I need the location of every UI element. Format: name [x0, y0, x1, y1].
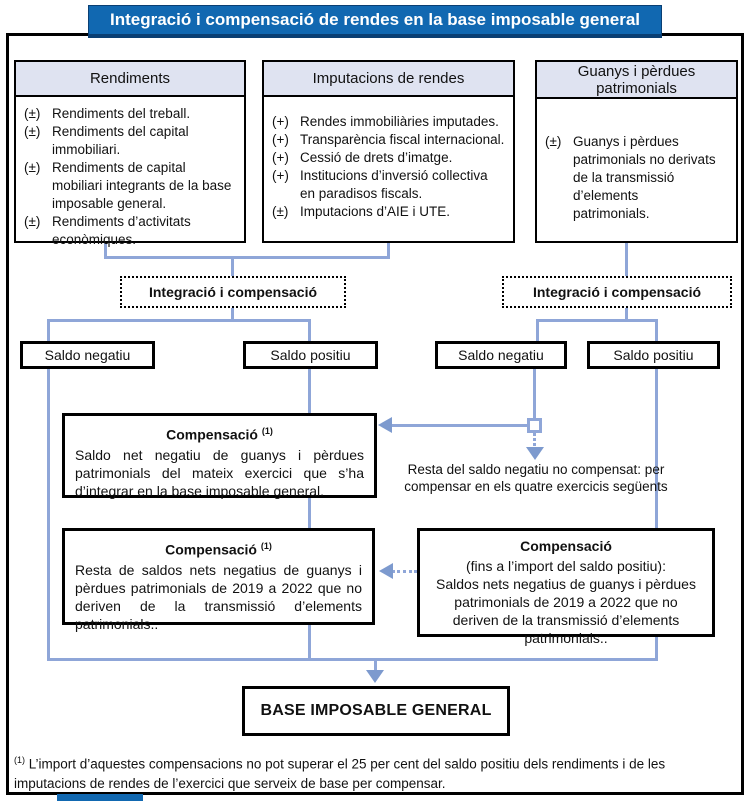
footnote-marker: (1): [14, 755, 25, 765]
item-marker: (±): [24, 160, 41, 175]
compensation-box-3-subtitle: (fins a l’import del saldo positiu):: [466, 558, 666, 574]
diagram-title: Integració i compensació de rendes en la base imposable general: [109, 10, 641, 29]
item-text: Cessió de drets d’imatge.: [300, 150, 453, 165]
list-item: [24, 123, 238, 159]
compensation-box-3-title: [430, 537, 702, 555]
list-item: [272, 131, 507, 149]
next-section-banner-edge: [57, 794, 143, 801]
footnote-text: L’import d’aquestes compensacions no pot superar el 25 per cent del saldo positiu dels rendiments i de les imputacions de rendes de l’exercici que serveix de base per compensar.: [14, 756, 666, 791]
column-guanys-title: Guanys i pèrdues patrimonials: [577, 62, 696, 97]
connector-join-left: [104, 256, 390, 259]
column-imputacions: [262, 60, 515, 243]
saldo-right-positive-label: Saldo positiu: [613, 347, 694, 363]
column-guanys: [535, 60, 738, 243]
item-text: Rendes immobiliàries imputades.: [300, 114, 499, 129]
compensation-box-2: [62, 528, 375, 632]
item-text: Rendiments del capital immobiliari.: [52, 124, 189, 157]
integration-right-label: Integració i compensació: [532, 284, 702, 300]
list-item: [24, 213, 238, 249]
connector-split-left: [47, 319, 311, 322]
item-marker: (±): [24, 106, 41, 121]
item-text: Imputacions d’AIE i UTE.: [300, 204, 451, 219]
connector-square-dotted-down: [533, 433, 536, 446]
integration-box-left: [120, 276, 346, 308]
list-item: [272, 203, 507, 221]
column-imputacions-body: [264, 97, 513, 227]
connector-drop-saldo-ln: [47, 319, 50, 341]
saldo-left-positive-label: Saldo positiu: [270, 347, 351, 363]
arrowhead-rest-negative-icon: [526, 447, 544, 460]
compensation-box-3-title-text: Compensació: [520, 538, 612, 554]
arrowhead-into-comp2-icon: [379, 563, 393, 579]
list-item: [272, 149, 507, 167]
item-marker: (±): [24, 214, 41, 229]
compensation-box-1-title-text: Compensació: [166, 426, 258, 443]
rest-negative-note: [400, 461, 672, 495]
connector-drop-intbox-left: [231, 256, 234, 276]
compensation-box-2-title-text: Compensació: [165, 541, 257, 558]
item-marker: (±): [545, 134, 562, 149]
saldo-right-positive-box: [587, 341, 720, 369]
saldo-left-negative-box: [20, 341, 155, 369]
column-imputacions-title: Imputacions de rendes: [312, 70, 465, 87]
item-marker: (+): [272, 168, 289, 183]
result-box: [242, 686, 510, 736]
connector-drop-saldo-lp: [308, 319, 311, 341]
item-text: Rendiments d’activitats econòmiques.: [52, 214, 191, 247]
saldo-right-negative-label: Saldo negatiu: [458, 347, 544, 363]
list-item: [545, 133, 730, 223]
connector-drop-saldo-rp: [655, 319, 658, 341]
column-imputacions-header: [264, 62, 513, 97]
compensation-box-3: [417, 528, 715, 646]
item-marker: (±): [272, 204, 289, 219]
column-rendiments-body: [16, 97, 244, 255]
connector-left-rail: [47, 369, 50, 661]
item-text: Transparència fiscal internacional.: [300, 132, 505, 147]
connector-col3-stub: [625, 243, 628, 276]
column-rendiments-header: [16, 62, 244, 97]
arrowhead-result-icon: [366, 670, 384, 683]
compensation-box-1-title: [75, 422, 364, 444]
item-text: Guanys i pèrdues patrimonials no derivats de la transmissió d’elements patrimonials.: [573, 134, 716, 221]
result-box-label: BASE IMPOSABLE GENERAL: [260, 702, 492, 719]
item-text: Rendiments del treball.: [52, 106, 191, 121]
compensation-box-1: [62, 413, 377, 498]
footnote: [14, 751, 736, 793]
connector-comp3-to-comp2-dotted: [392, 570, 417, 573]
connector-drop-saldo-rn: [536, 319, 539, 341]
saldo-right-negative-box: [435, 341, 567, 369]
compensation-box-3-body: Saldos nets negatius de guanys i pèrdues patrimonials de 2019 a 2022 que no deriven de la transmissió d’elements patrimonials..: [436, 576, 696, 646]
list-item: [272, 113, 507, 131]
column-guanys-header: [537, 62, 736, 99]
list-item: [24, 105, 238, 123]
compensation-box-1-body: Saldo net negatiu de guanys i pèrdues patrimonials del mateix exercici que s’ha d’integrar en la base imposable general.: [75, 446, 364, 499]
footnote-ref: (1): [260, 541, 272, 551]
connector-rn-drop: [533, 369, 536, 419]
arrowhead-into-comp1-icon: [378, 417, 392, 433]
column-guanys-body: [537, 99, 736, 229]
item-marker: (+): [272, 132, 289, 147]
list-item: [272, 167, 507, 203]
compensation-box-2-body: Resta de saldos nets negatius de guanys i pèrdues patrimonials de 2019 a 2022 que no deriven de la transmissió d’elements patrimonials..: [75, 561, 362, 632]
connector-split-right: [536, 319, 658, 322]
connector-bottom-rail: [47, 658, 658, 661]
integration-box-right: [502, 276, 732, 308]
connector-square-to-comp1: [391, 424, 527, 427]
column-rendiments: [14, 60, 246, 247]
footnote-ref: (1): [261, 426, 273, 436]
item-text: Institucions d’inversió collectiva en paradisos fiscals.: [300, 168, 488, 201]
compensation-box-2-title: [75, 537, 362, 559]
rest-negative-text: Resta del saldo negatiu no compensat: per compensar en els quatre exercicis següents: [404, 462, 668, 494]
diagram-title-banner: [88, 5, 662, 38]
item-marker: (+): [272, 150, 289, 165]
column-rendiments-title: Rendiments: [89, 70, 171, 87]
saldo-left-positive-box: [243, 341, 378, 369]
item-marker: (±): [24, 124, 41, 139]
item-marker: (+): [272, 114, 289, 129]
list-item: [24, 159, 238, 213]
item-text: Rendiments de capital mobiliari integrants de la base imposable general.: [52, 160, 232, 211]
integration-left-label: Integració i compensació: [148, 284, 318, 300]
junction-square-node: [527, 418, 542, 433]
saldo-left-negative-label: Saldo negatiu: [44, 347, 131, 363]
